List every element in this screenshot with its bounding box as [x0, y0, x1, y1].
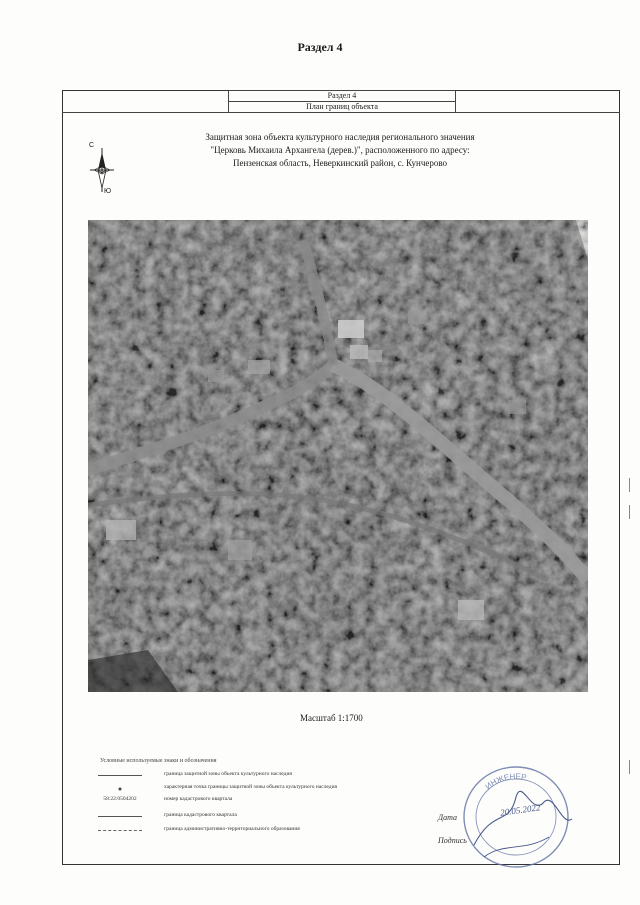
plan-title: План границ объекта: [228, 101, 456, 113]
legend-item-label: граница защитной зоны объекта культурного наследия: [164, 771, 292, 777]
margin-mark: [629, 505, 630, 519]
legend-title: Условные используемые знаки и обозначения: [100, 758, 217, 764]
compass-south-label: Ю: [104, 188, 112, 195]
margin-mark: [629, 478, 630, 492]
signature-label: Подпись: [438, 836, 467, 845]
legend-item-label: номер кадастрового квартала: [164, 796, 233, 802]
handwritten-date: 20.05.2022: [499, 802, 541, 818]
svg-text:ИНЖЕНЕР: [484, 772, 528, 791]
object-title: [140, 131, 540, 170]
engineer-seal-stamp: [454, 757, 584, 877]
satellite-map-image: [88, 220, 588, 692]
compass-north-label: С: [89, 142, 95, 149]
header-divider: [62, 112, 620, 113]
legend-item-label: характерная точка границы защитной зоны объекта культурного наследия: [164, 784, 338, 790]
title-line: Пензенская область, Неверкинский район, с. Кунчерово: [232, 158, 448, 168]
frame-section-label: Раздел 4: [228, 90, 456, 102]
margin-mark: [629, 760, 630, 774]
title-line: Защитная зона объекта культурного наследия регионального значения: [205, 132, 475, 142]
legend-item-label: граница кадастрового квартала: [164, 812, 237, 818]
seal-text: ИНЖЕНЕР: [483, 771, 528, 792]
north-arrow-icon: [86, 140, 118, 200]
legend-point-icon: [96, 784, 144, 796]
page-heading: Раздел 4: [297, 40, 343, 54]
legend-item-label: граница административно-территориального образования: [164, 826, 300, 832]
date-label: Дата: [438, 813, 457, 822]
map-scale: Масштаб 1:1700: [300, 713, 363, 723]
title-line: "Церковь Михаила Архангела (дерев.)", расположенного по адресу:: [210, 145, 470, 155]
legend-quarter-number-sample: 58:22:0504202: [103, 796, 137, 802]
